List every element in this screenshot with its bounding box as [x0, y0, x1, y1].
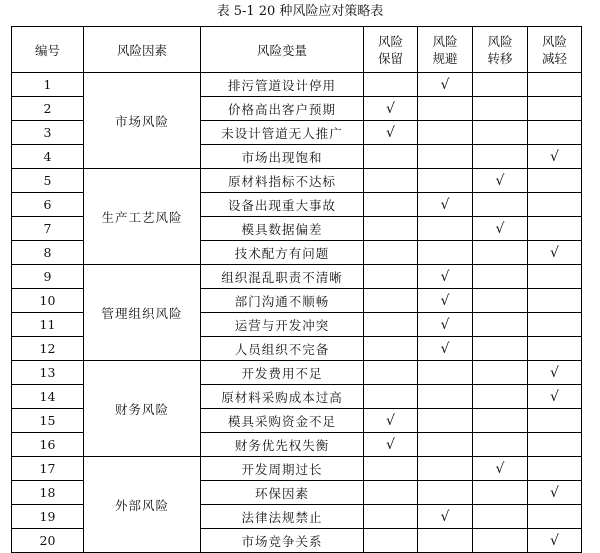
risk-factor-cell: 财务风险 — [84, 361, 201, 457]
table-row — [12, 73, 582, 97]
strategy-retention-cell — [364, 145, 418, 169]
strategy-retention-cell — [364, 361, 418, 385]
strategy-mitigation-cell — [528, 169, 582, 193]
header-risk-variable: 风险变量 — [201, 27, 364, 73]
risk-variable-cell: 模具采购资金不足 — [201, 409, 364, 433]
header-risk-retention — [364, 27, 418, 73]
strategy-retention-cell — [364, 481, 418, 505]
risk-variable-cell: 部门沟通不顺畅 — [201, 289, 364, 313]
check-mark: √ — [440, 293, 450, 309]
strategy-mitigation-cell — [528, 505, 582, 529]
strategy-mitigation-cell — [528, 97, 582, 121]
strategy-mitigation-cell — [528, 337, 582, 361]
risk-variable-cell: 运营与开发冲突 — [201, 313, 364, 337]
check-mark: √ — [440, 317, 450, 333]
row-number: 2 — [12, 97, 84, 121]
header-risk-transfer — [473, 27, 528, 73]
risk-variable-cell: 人员组织不完备 — [201, 337, 364, 361]
strategy-transfer-cell — [473, 145, 528, 169]
strategy-avoidance-cell — [418, 217, 473, 241]
strategy-avoidance-cell — [418, 265, 473, 289]
strategy-retention-cell — [364, 529, 418, 553]
strategy-mitigation-cell — [528, 217, 582, 241]
strategy-retention-cell — [364, 313, 418, 337]
row-number: 8 — [12, 241, 84, 265]
header-line: 风险 — [377, 33, 403, 49]
table-row — [12, 457, 582, 481]
strategy-transfer-cell — [473, 97, 528, 121]
check-mark: √ — [495, 173, 505, 189]
check-mark: √ — [550, 365, 559, 381]
strategy-transfer-cell — [473, 313, 528, 337]
risk-variable-cell: 环保因素 — [201, 481, 364, 505]
row-number: 15 — [12, 409, 84, 433]
strategy-mitigation-cell — [528, 265, 582, 289]
strategy-transfer-cell — [473, 265, 528, 289]
row-number: 4 — [12, 145, 84, 169]
row-number: 18 — [12, 481, 84, 505]
strategy-avoidance-cell — [418, 73, 473, 97]
row-number: 6 — [12, 193, 84, 217]
risk-factor-cell: 外部风险 — [84, 457, 201, 553]
strategy-transfer-cell — [473, 433, 528, 457]
risk-variable-cell: 组织混乱职责不清晰 — [201, 265, 364, 289]
check-mark: √ — [550, 245, 559, 261]
strategy-avoidance-cell — [418, 505, 473, 529]
strategy-transfer-cell — [473, 409, 528, 433]
strategy-transfer-cell — [473, 529, 528, 553]
strategy-avoidance-cell — [418, 529, 473, 553]
strategy-avoidance-cell — [418, 385, 473, 409]
strategy-mitigation-cell — [528, 385, 582, 409]
strategy-retention-cell — [364, 337, 418, 361]
header-line: 保留 — [377, 50, 403, 66]
table-body — [12, 73, 582, 553]
strategy-mitigation-cell — [528, 409, 582, 433]
strategy-mitigation-cell — [528, 193, 582, 217]
row-number: 17 — [12, 457, 84, 481]
strategy-retention-cell — [364, 217, 418, 241]
strategy-retention-cell — [364, 385, 418, 409]
row-number: 14 — [12, 385, 84, 409]
header-risk-mitigation — [528, 27, 582, 73]
strategy-avoidance-cell — [418, 457, 473, 481]
strategy-mitigation-cell — [528, 481, 582, 505]
strategy-transfer-cell — [473, 289, 528, 313]
risk-variable-cell: 原材料采购成本过高 — [201, 385, 364, 409]
check-mark: √ — [440, 341, 450, 357]
row-number: 16 — [12, 433, 84, 457]
check-mark: √ — [386, 437, 395, 453]
check-mark: √ — [550, 485, 559, 501]
strategy-transfer-cell — [473, 457, 528, 481]
risk-variable-cell: 技术配方有问题 — [201, 241, 364, 265]
check-mark: √ — [495, 221, 505, 237]
strategy-avoidance-cell — [418, 97, 473, 121]
row-number: 11 — [12, 313, 84, 337]
table-row — [12, 361, 582, 385]
strategy-avoidance-cell — [418, 433, 473, 457]
strategy-avoidance-cell — [418, 145, 473, 169]
risk-factor-cell: 市场风险 — [84, 73, 201, 169]
strategy-mitigation-cell — [528, 145, 582, 169]
header-risk-factor: 风险因素 — [84, 27, 201, 73]
table-row — [12, 265, 582, 289]
check-mark: √ — [440, 509, 450, 525]
header-line: 风险 — [487, 33, 513, 49]
header-row — [12, 27, 582, 73]
strategy-retention-cell — [364, 193, 418, 217]
risk-variable-cell: 模具数据偏差 — [201, 217, 364, 241]
strategy-retention-cell — [364, 73, 418, 97]
strategy-retention-cell — [364, 457, 418, 481]
check-mark: √ — [550, 389, 559, 405]
risk-strategy-table — [11, 26, 582, 553]
strategy-mitigation-cell — [528, 529, 582, 553]
table-caption: 表 5-1 20 种风险应对策略表 — [216, 4, 384, 19]
check-mark: √ — [550, 533, 559, 549]
row-number: 3 — [12, 121, 84, 145]
strategy-transfer-cell — [473, 481, 528, 505]
strategy-transfer-cell — [473, 121, 528, 145]
strategy-transfer-cell — [473, 385, 528, 409]
risk-factor-cell: 管理组织风险 — [84, 265, 201, 361]
risk-variable-cell: 未设计管道无人推广 — [201, 121, 364, 145]
strategy-transfer-cell — [473, 505, 528, 529]
strategy-mitigation-cell — [528, 457, 582, 481]
strategy-avoidance-cell — [418, 121, 473, 145]
row-number: 13 — [12, 361, 84, 385]
row-number: 1 — [12, 73, 84, 97]
risk-variable-cell: 原材料指标不达标 — [201, 169, 364, 193]
strategy-retention-cell — [364, 289, 418, 313]
strategy-avoidance-cell — [418, 193, 473, 217]
strategy-mitigation-cell — [528, 433, 582, 457]
check-mark: √ — [440, 77, 450, 93]
check-mark: √ — [495, 461, 505, 477]
risk-variable-cell: 设备出现重大事故 — [201, 193, 364, 217]
risk-variable-cell: 法律法规禁止 — [201, 505, 364, 529]
strategy-avoidance-cell — [418, 313, 473, 337]
header-line: 风险 — [541, 33, 567, 49]
strategy-retention-cell — [364, 409, 418, 433]
header-line: 转移 — [487, 50, 513, 66]
check-mark: √ — [550, 149, 559, 165]
strategy-mitigation-cell — [528, 73, 582, 97]
strategy-transfer-cell — [473, 337, 528, 361]
strategy-avoidance-cell — [418, 481, 473, 505]
check-mark: √ — [440, 197, 450, 213]
check-mark: √ — [440, 269, 450, 285]
header-line: 减轻 — [541, 50, 567, 66]
row-number: 19 — [12, 505, 84, 529]
strategy-mitigation-cell — [528, 241, 582, 265]
risk-variable-cell: 排污管道设计停用 — [201, 73, 364, 97]
strategy-retention-cell — [364, 505, 418, 529]
strategy-avoidance-cell — [418, 289, 473, 313]
row-number: 12 — [12, 337, 84, 361]
row-number: 5 — [12, 169, 84, 193]
strategy-transfer-cell — [473, 217, 528, 241]
strategy-retention-cell — [364, 121, 418, 145]
strategy-mitigation-cell — [528, 313, 582, 337]
header-number: 编号 — [12, 27, 84, 73]
row-number: 9 — [12, 265, 84, 289]
strategy-avoidance-cell — [418, 409, 473, 433]
strategy-mitigation-cell — [528, 361, 582, 385]
row-number: 20 — [12, 529, 84, 553]
strategy-mitigation-cell — [528, 289, 582, 313]
strategy-avoidance-cell — [418, 241, 473, 265]
risk-variable-cell: 开发费用不足 — [201, 361, 364, 385]
row-number: 10 — [12, 289, 84, 313]
risk-variable-cell: 市场竞争关系 — [201, 529, 364, 553]
risk-factor-cell: 生产工艺风险 — [84, 169, 201, 265]
table-row — [12, 169, 582, 193]
strategy-retention-cell — [364, 433, 418, 457]
strategy-transfer-cell — [473, 193, 528, 217]
strategy-transfer-cell — [473, 73, 528, 97]
strategy-avoidance-cell — [418, 169, 473, 193]
header-line: 规避 — [432, 50, 458, 66]
check-mark: √ — [386, 413, 395, 429]
strategy-avoidance-cell — [418, 337, 473, 361]
strategy-retention-cell — [364, 169, 418, 193]
strategy-transfer-cell — [473, 169, 528, 193]
risk-variable-cell: 开发周期过长 — [201, 457, 364, 481]
strategy-transfer-cell — [473, 241, 528, 265]
strategy-retention-cell — [364, 97, 418, 121]
strategy-retention-cell — [364, 241, 418, 265]
risk-variable-cell: 财务优先权失衡 — [201, 433, 364, 457]
strategy-mitigation-cell — [528, 121, 582, 145]
strategy-retention-cell — [364, 265, 418, 289]
header-risk-avoidance — [418, 27, 473, 73]
header-line: 风险 — [432, 33, 458, 49]
check-mark: √ — [386, 125, 395, 141]
risk-variable-cell: 市场出现饱和 — [201, 145, 364, 169]
strategy-transfer-cell — [473, 361, 528, 385]
row-number: 7 — [12, 217, 84, 241]
risk-variable-cell: 价格高出客户预期 — [201, 97, 364, 121]
strategy-avoidance-cell — [418, 361, 473, 385]
check-mark: √ — [386, 101, 395, 117]
